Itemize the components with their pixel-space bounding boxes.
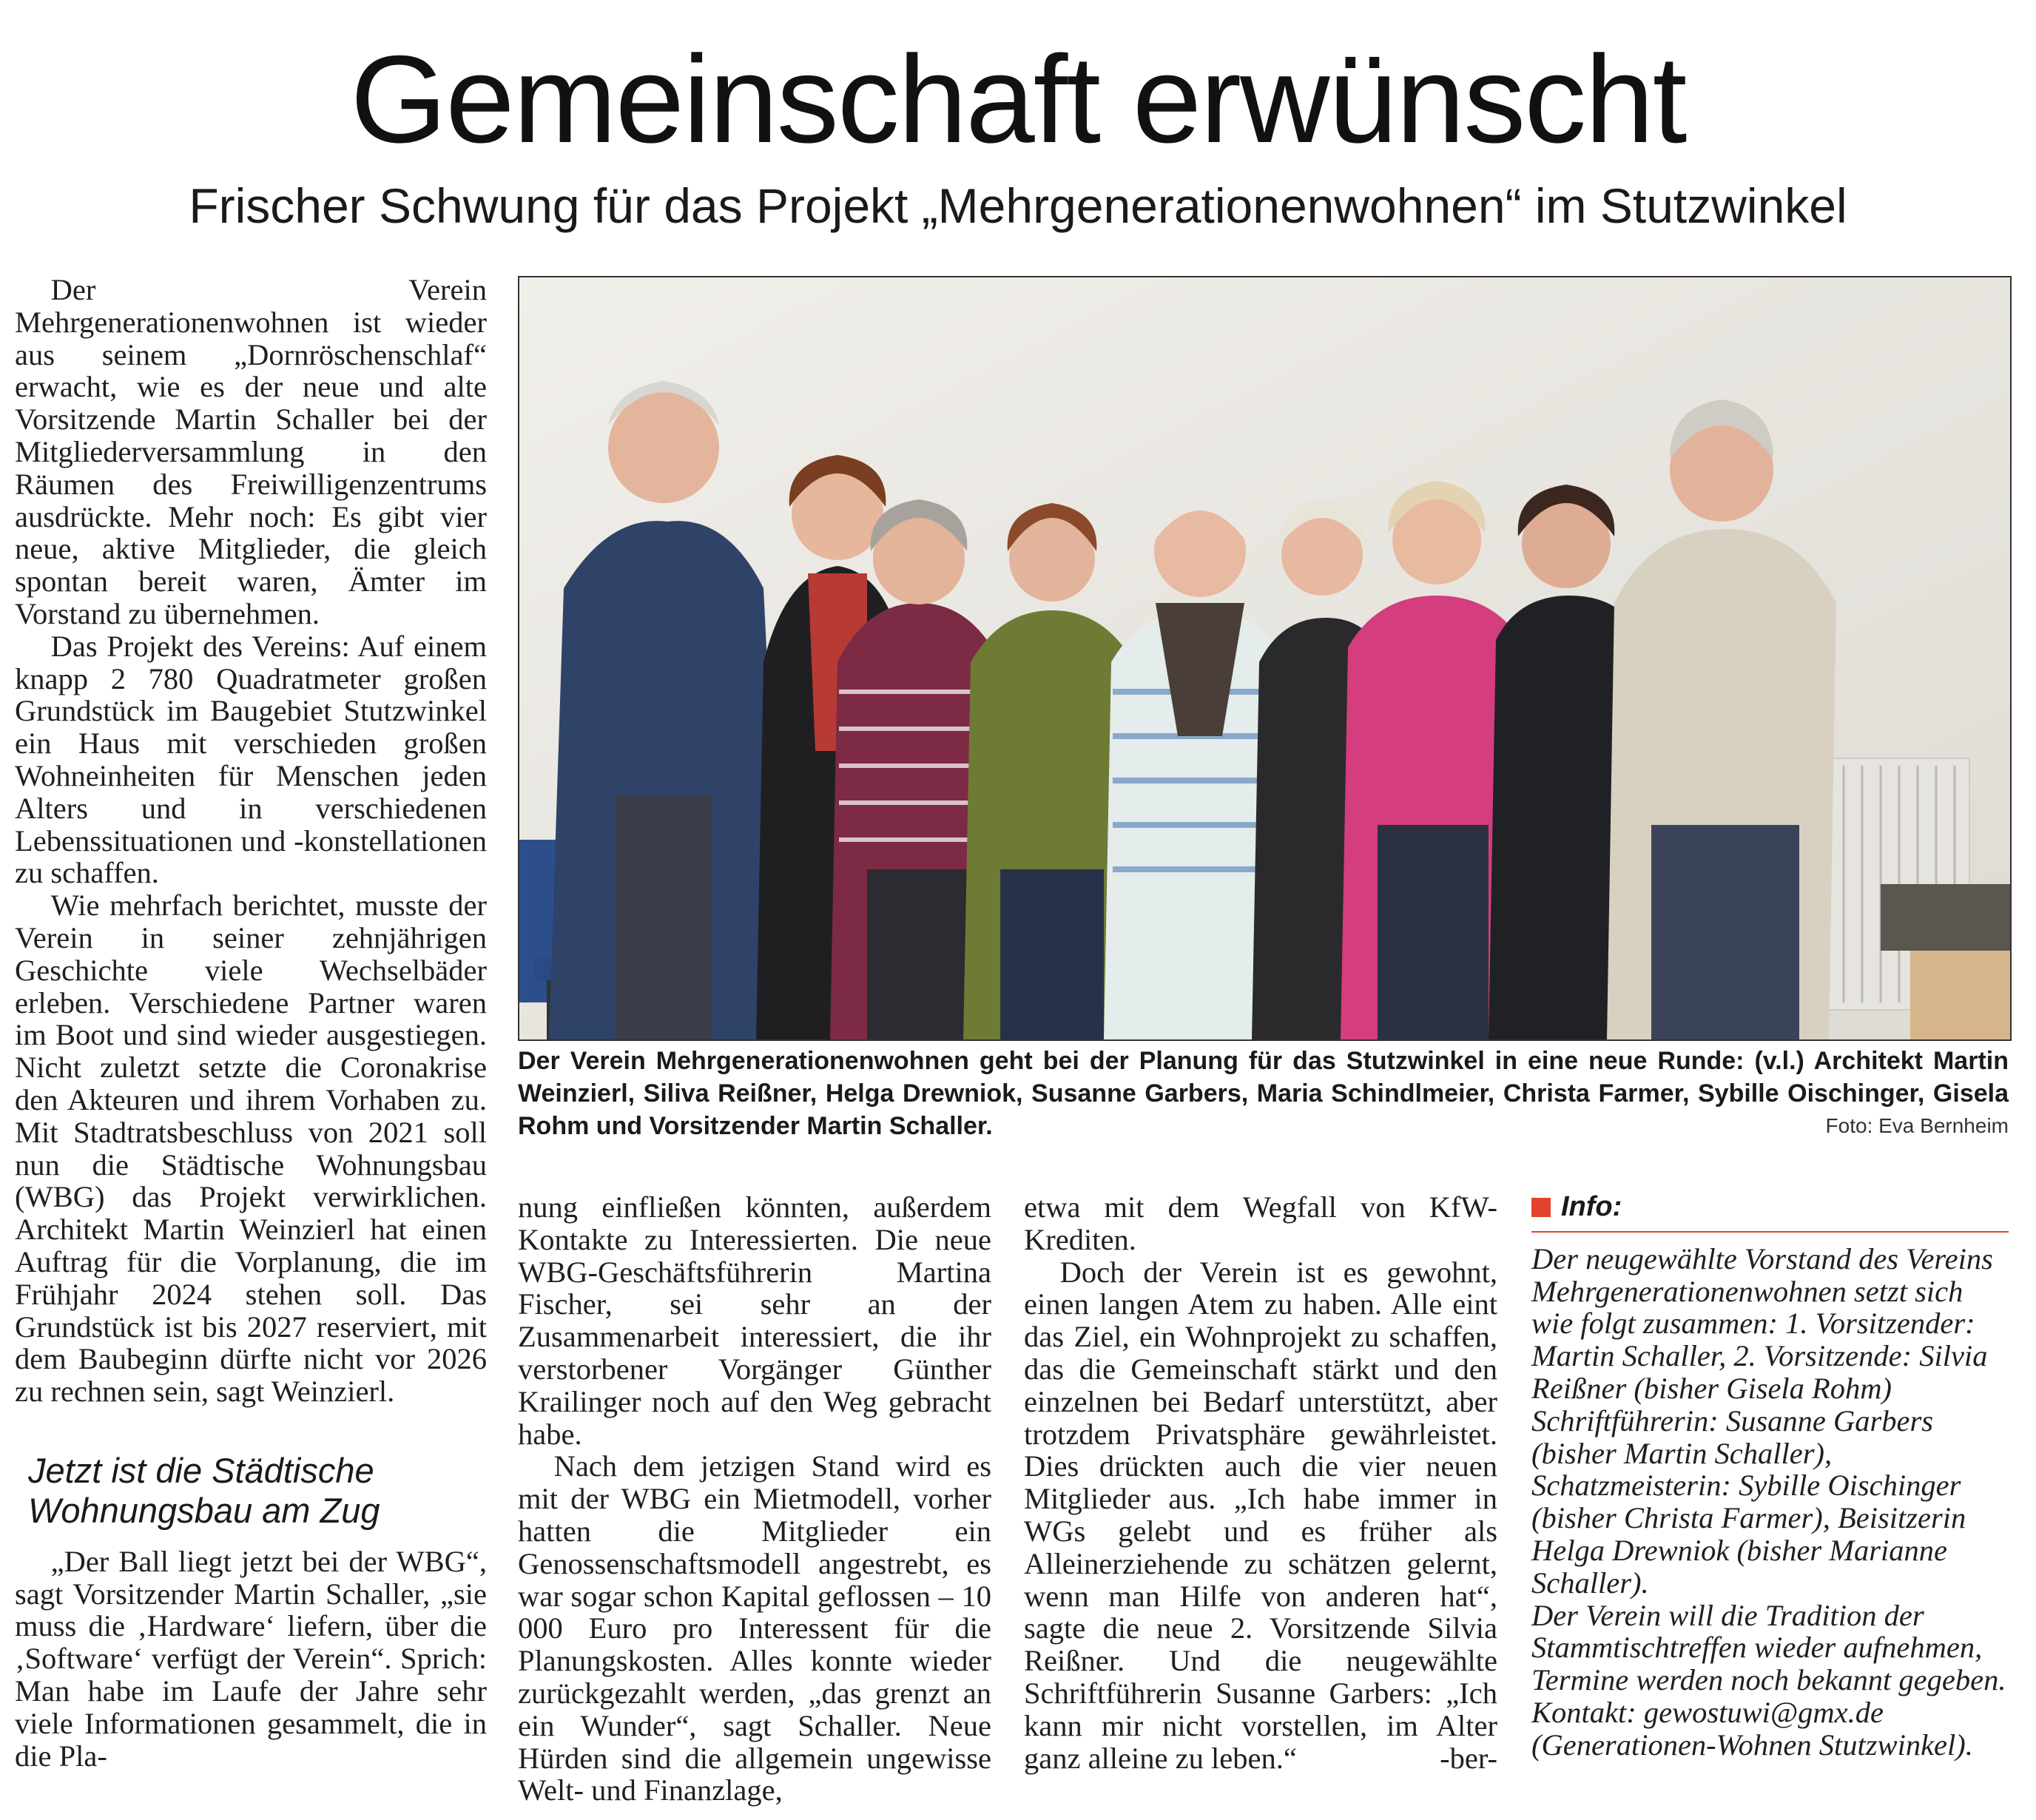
paragraph: etwa mit dem Wegfall von KfW-Krediten. xyxy=(1024,1190,1497,1256)
column-2 xyxy=(518,1191,991,1807)
info-paragraph: Der neugewählte Vorstand des Vereins Mehrgenerationenwohnen setzt sich wie folgt zusammen: 1. Vorsitzender: Martin Schaller, 2. Vorsitzende: Silvia Reißner (bisher Gisela Rohm) Schriftführerin: Susanne Garbers (bisher Martin Schaller), Schatzmeisterin: Sybille Oischinger (bisher Christa Farmer), Beisitzerin Helga Drewniok (bisher Marianne Schaller). xyxy=(1531,1241,1993,1600)
info-heading-text: Info: xyxy=(1561,1191,1622,1222)
paragraph: Der Verein Mehrgenerationenwohnen ist wieder aus seinem „Dornröschenschlaf“ erwacht, wie es der neue und alte Vorsitzende Martin Schaller bei der Mitgliederversammlung in den Räumen des Freiwilligenzentrums ausdrückte. Mehr noch: Es gibt vier neue, aktive Mitglieder, die gleich spontan bereit waren, Ämter im Vorstand zu übernehmen. xyxy=(15,273,487,630)
column-1 xyxy=(15,274,487,1772)
paragraph: Nach dem jetzigen Stand wird es mit der WBG ein Mietmodell, vorher hatten die Mitglieder ein Genossenschaftsmodell angestrebt, es war sogar schon Kapital geflossen – 10 000 Euro pro Interessent für die Planungskosten. Alles konnte wieder zurückgezahlt werden, „das grenzt an ein Wunder“, sagt Schaller. Neue Hürden sind die allgemein ungewisse Welt- und Finanzlage, xyxy=(518,1449,991,1807)
bag xyxy=(1881,884,2010,951)
info-heading xyxy=(1531,1191,2009,1233)
table xyxy=(1910,943,2010,1039)
paragraph: „Der Ball liegt jetzt bei der WBG“, sagt Vorsitzender Martin Schaller, „sie muss die ‚Hardware‘ liefern, über die ‚Software‘ verfügt der Verein“. Sprich: Man habe im Laufe der Jahre sehr viele Informationen gesammelt, die in die Pla- xyxy=(15,1544,487,1773)
paragraph xyxy=(1024,1256,1497,1775)
column-3 xyxy=(1024,1191,1497,1774)
group-photo-image xyxy=(519,277,2010,1039)
info-box xyxy=(1531,1191,2009,1762)
paragraph: Das Projekt des Vereins: Auf einem knapp 2 780 Quadratmeter großen Grundstück im Baugebiet Stutzwinkel ein Haus mit verschieden großen Wohneinheiten für Menschen jeden Alters und in verschiedenen Lebenssituationen und -konstellationen zu schaffen. xyxy=(15,629,487,890)
paragraph: Wie mehrfach berichtet, musste der Verein in seiner zehnjährigen Geschichte viele Wechselbäder erleben. Verschiedene Partner waren im Boot und sind wieder ausgestiegen. Nicht zuletzt setzte die Coronakrise den Akteuren und ihrem Vorhaben zu. Mit Stadtratsbeschluss von 2021 soll nun die Städtische Wohnungsbau (WBG) das Projekt verwirklichen. Architekt Martin Weinzierl hat einen Auftrag für die Vorplanung, die im Frühjahr 2024 stehen soll. Das Grundstück ist bis 2027 reserviert, mit dem Baubeginn dürfte nicht vor 2026 zu rechnen sein, sagt Weinzierl. xyxy=(15,889,487,1409)
group-photo xyxy=(518,276,2012,1041)
info-square-icon xyxy=(1531,1198,1551,1217)
paragraph: nung einfließen könnten, außerdem Kontakte zu Interessierten. Die neue WBG-Geschäftsführerin Martina Fischer, sei sehr an der Zusammenarbeit interessiert, die ihr verstorbener Vorgänger Günther Krailinger noch auf den Weg gebracht habe. xyxy=(518,1190,991,1451)
subheadline: Frischer Schwung für das Projekt „Mehrgenerationenwohnen“ im Stutzwinkel xyxy=(189,178,1847,233)
photo-credit: Foto: Eva Bernheim xyxy=(1825,1114,2009,1137)
section-subheading: Jetzt ist die Städtische Wohnungsbau am Zug xyxy=(28,1450,380,1530)
headline: Gemeinschaft erwünscht xyxy=(350,30,1686,169)
paragraph-text: Doch der Verein ist es gewohnt, einen langen Atem zu haben. Alle eint das Ziel, ein Wohnprojekt zu schaffen, das die Gemeinschaft stärkt und den einzelnen bei Bedarf unterstützt, aber trotzdem Privatsphäre gewährleistet. Dies drückten auch die vier neuen Mitglieder aus. „Ich habe immer in WGs gelebt und es früher als Alleinerziehende zu schätzen gelernt, wenn man Hilfe von anderen hat“, sagte die neue 2. Vorsitzende Silvia Reißner. Und die neugewählte Schriftführerin Susanne Garbers: „Ich kann mir nicht vorstellen, im Alter ganz alleine zu leben.“ xyxy=(1024,1255,1497,1775)
byline: -ber- xyxy=(1440,1741,1497,1775)
photo-caption: Der Verein Mehrgenerationenwohnen geht bei der Planung für das Stutzwinkel in eine neue Runde: (v.l.) Architekt Martin Weinzierl, Siliva Reißner, Helga Drewniok, Susanne Garbers, Maria Schindlmeier, Christa Farmer, Sybille Oischinger, Gisela Rohm und Vorsitzender Martin Schaller. xyxy=(518,1047,2009,1140)
info-paragraph: Der Verein will die Tradition der Stammtischtreffen wieder aufnehmen, Termine werden noch bekannt gegeben. Kontakt: gewostuwi@gmx.de (Generationen-Wohnen Stutzwinkel). xyxy=(1531,1598,2006,1762)
